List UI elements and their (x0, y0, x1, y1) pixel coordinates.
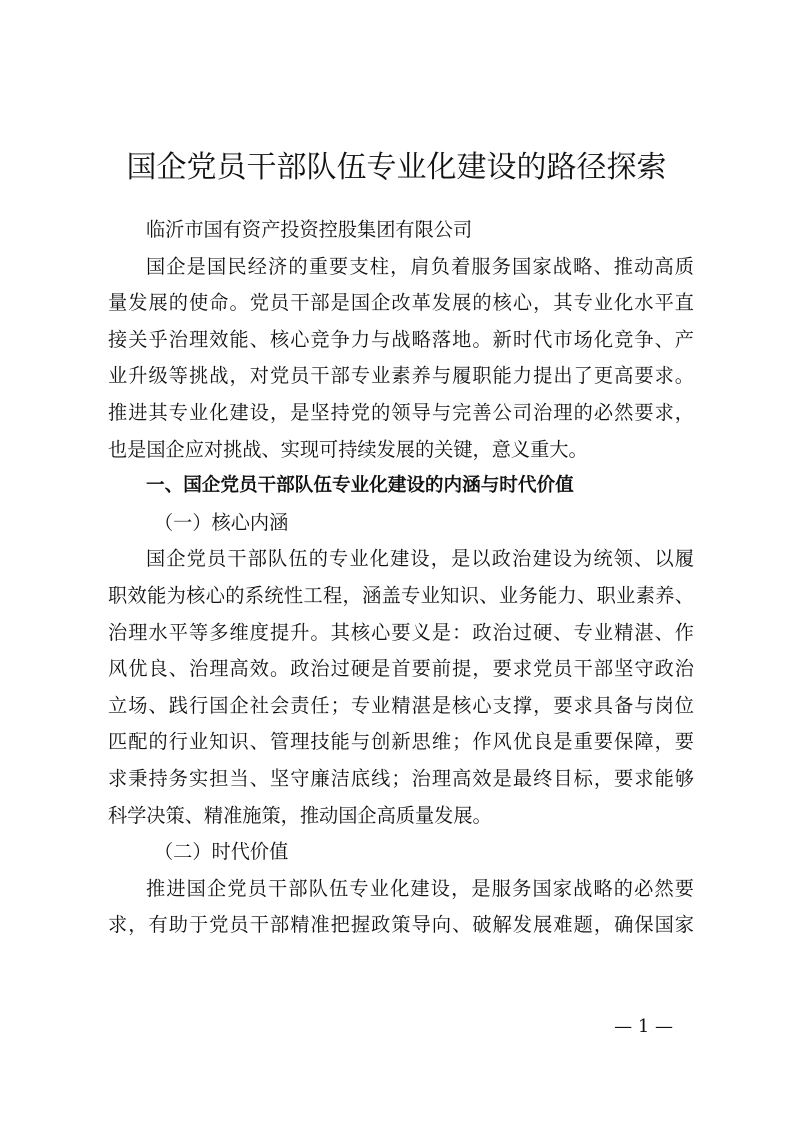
intro-line-4: 业升级等挑战，对党员干部专业素养与履职能力提出了更高要求。 (108, 364, 694, 388)
organization-line: 临沂市国有资产投资控股集团有限公司 (146, 218, 473, 241)
intro-line-3: 接关乎治理效能、核心竞争力与战略落地。新时代市场化竞争、产 (108, 327, 694, 351)
sub1-line-7: 求秉持务实担当、坚守廉洁底线；治理高效是最终目标，要求能够 (108, 766, 694, 790)
sub2-line-2: 求，有助于党员干部精准把握政策导向、破解发展难题，确保国家 (108, 913, 694, 937)
document-title: 国企党员干部队伍专业化建设的路径探索 (126, 150, 667, 185)
intro-line-5: 推进其专业化建设，是坚持党的领导与完善公司治理的必然要求， (108, 400, 694, 424)
subsection-2-heading: （二）时代价值 (154, 840, 289, 864)
sub1-line-6: 匹配的行业知识、管理技能与创新思维；作风优良是重要保障，要 (108, 730, 694, 754)
subsection-1-heading: （一）核心内涵 (154, 510, 289, 534)
intro-line-1: 国企是国民经济的重要支柱，肩负着服务国家战略、推动高质 (146, 254, 694, 278)
sub1-line-8: 科学决策、精准施策，推动国企高质量发展。 (108, 803, 492, 827)
sub1-line-2: 职效能为核心的系统性工程，涵盖专业知识、业务能力、职业素养、 (108, 583, 694, 607)
page-number: — 1 — (614, 1016, 673, 1037)
section-1-heading: 一、国企党员干部队伍专业化建设的内涵与时代价值 (146, 475, 574, 497)
sub1-line-4: 风优良、治理高效。政治过硬是首要前提，要求党员干部坚守政治 (108, 657, 694, 681)
sub2-line-1: 推进国企党员干部队伍专业化建设，是服务国家战略的必然要 (146, 876, 694, 900)
intro-line-6: 也是国企应对挑战、实现可持续发展的关键，意义重大。 (108, 437, 588, 461)
sub1-line-1: 国企党员干部队伍的专业化建设，是以政治建设为统领、以履 (146, 547, 694, 571)
sub1-line-3: 治理水平等多维度提升。其核心要义是：政治过硬、专业精湛、作 (108, 620, 694, 644)
intro-line-2: 量发展的使命。党员干部是国企改革发展的核心，其专业化水平直 (108, 291, 694, 315)
document-body (108, 212, 694, 944)
sub1-line-5: 立场、践行国企社会责任；专业精湛是核心支撑，要求具备与岗位 (108, 693, 694, 717)
